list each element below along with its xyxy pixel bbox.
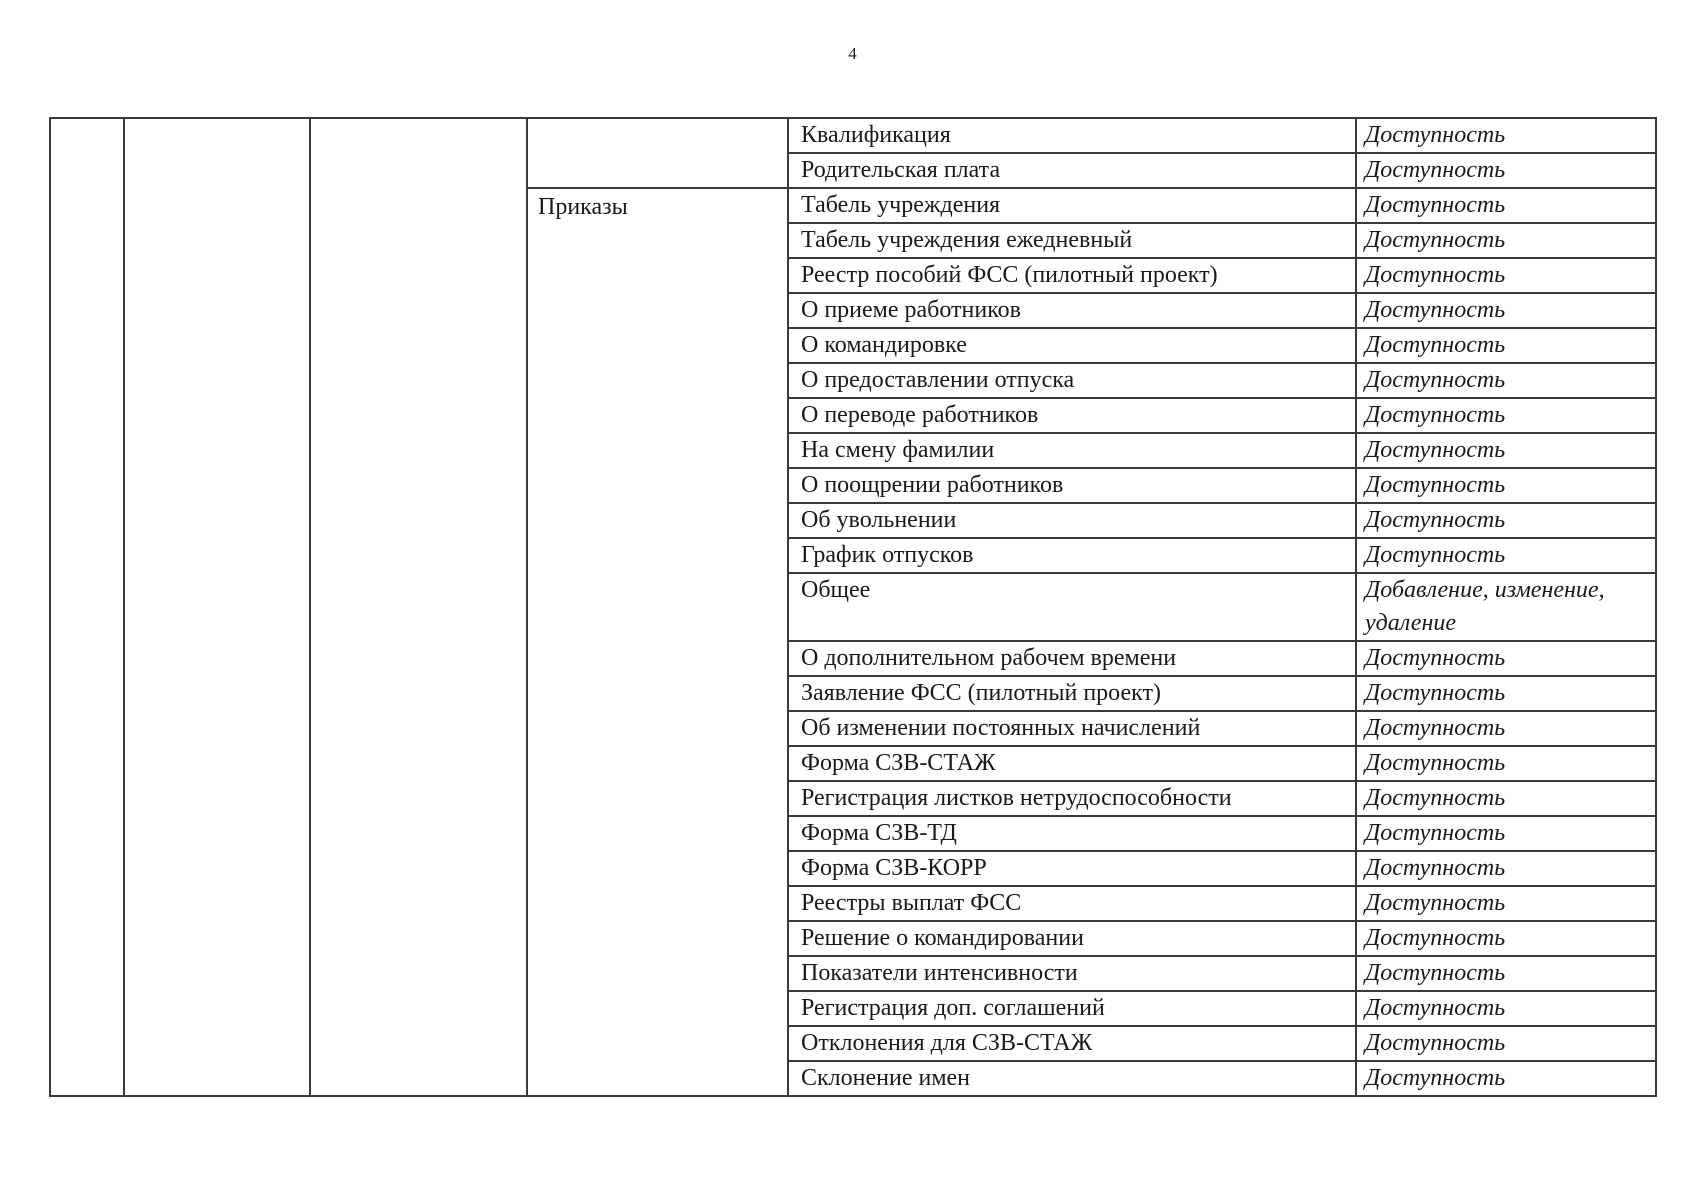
object-name-cell: Отклонения для СЗВ-СТАЖ — [788, 1026, 1356, 1061]
permission-cell: Доступность — [1356, 676, 1656, 711]
col-number-cell — [50, 118, 124, 1096]
permissions-table — [49, 117, 1657, 1097]
object-name-cell: Реестр пособий ФСС (пилотный проект) — [788, 258, 1356, 293]
permission-cell: Доступность — [1356, 118, 1656, 153]
permission-cell: Доступность — [1356, 328, 1656, 363]
permission-cell: Доступность — [1356, 641, 1656, 676]
object-name-cell: Склонение имен — [788, 1061, 1356, 1096]
object-name-cell: Регистрация листков нетрудоспособности — [788, 781, 1356, 816]
object-name-cell: Решение о командировании — [788, 921, 1356, 956]
section-label-cell: Приказы — [527, 188, 788, 1096]
object-name-cell: О переводе работников — [788, 398, 1356, 433]
permission-cell: Доступность — [1356, 433, 1656, 468]
permission-cell: Доступность — [1356, 363, 1656, 398]
permission-cell: Доступность — [1356, 538, 1656, 573]
permission-cell: Доступность — [1356, 711, 1656, 746]
object-name-cell: Табель учреждения ежедневный — [788, 223, 1356, 258]
permission-cell: Доступность — [1356, 398, 1656, 433]
object-name-cell: Родительская плата — [788, 153, 1356, 188]
object-name-cell: Форма СЗВ-СТАЖ — [788, 746, 1356, 781]
permission-cell: Доступность — [1356, 921, 1656, 956]
permission-cell: Доступность — [1356, 991, 1656, 1026]
page-number: 4 — [848, 44, 857, 63]
permission-cell: Доступность — [1356, 1061, 1656, 1096]
object-name-cell: Регистрация доп. соглашений — [788, 991, 1356, 1026]
permission-cell: Доступность — [1356, 816, 1656, 851]
permission-cell: Доступность — [1356, 503, 1656, 538]
permission-cell: Доступность — [1356, 188, 1656, 223]
permission-cell: Добавление, изменение, удаление — [1356, 573, 1656, 641]
object-name-cell: О приеме работников — [788, 293, 1356, 328]
permission-cell: Доступность — [1356, 223, 1656, 258]
object-name-cell: График отпусков — [788, 538, 1356, 573]
object-name-cell: На смену фамилии — [788, 433, 1356, 468]
col-prev-section-cell — [527, 118, 788, 188]
object-name-cell: Форма СЗВ-ТД — [788, 816, 1356, 851]
permission-cell: Доступность — [1356, 258, 1656, 293]
object-name-cell: Табель учреждения — [788, 188, 1356, 223]
permission-cell: Доступность — [1356, 886, 1656, 921]
object-name-cell: Показатели интенсивности — [788, 956, 1356, 991]
permission-cell: Доступность — [1356, 781, 1656, 816]
object-name-cell: Об изменении постоянных начислений — [788, 711, 1356, 746]
permission-cell: Доступность — [1356, 1026, 1656, 1061]
object-name-cell: Заявление ФСС (пилотный проект) — [788, 676, 1356, 711]
object-name-cell: О поощрении работников — [788, 468, 1356, 503]
object-name-cell: Квалификация — [788, 118, 1356, 153]
object-name-cell: Реестры выплат ФСС — [788, 886, 1356, 921]
permission-cell: Доступность — [1356, 851, 1656, 886]
permission-cell: Доступность — [1356, 746, 1656, 781]
permission-cell: Доступность — [1356, 153, 1656, 188]
object-name-cell: О предоставлении отпуска — [788, 363, 1356, 398]
col-role-cell — [124, 118, 310, 1096]
permission-cell: Доступность — [1356, 956, 1656, 991]
object-name-cell: О дополнительном рабочем времени — [788, 641, 1356, 676]
permission-cell: Доступность — [1356, 293, 1656, 328]
object-name-cell: О командировке — [788, 328, 1356, 363]
table-row — [50, 118, 1656, 153]
object-name-cell: Общее — [788, 573, 1356, 641]
object-name-cell: Об увольнении — [788, 503, 1356, 538]
permission-cell: Доступность — [1356, 468, 1656, 503]
object-name-cell: Форма СЗВ-КОРР — [788, 851, 1356, 886]
permissions-table-body — [50, 118, 1656, 1096]
col-subsystem-cell — [310, 118, 527, 1096]
